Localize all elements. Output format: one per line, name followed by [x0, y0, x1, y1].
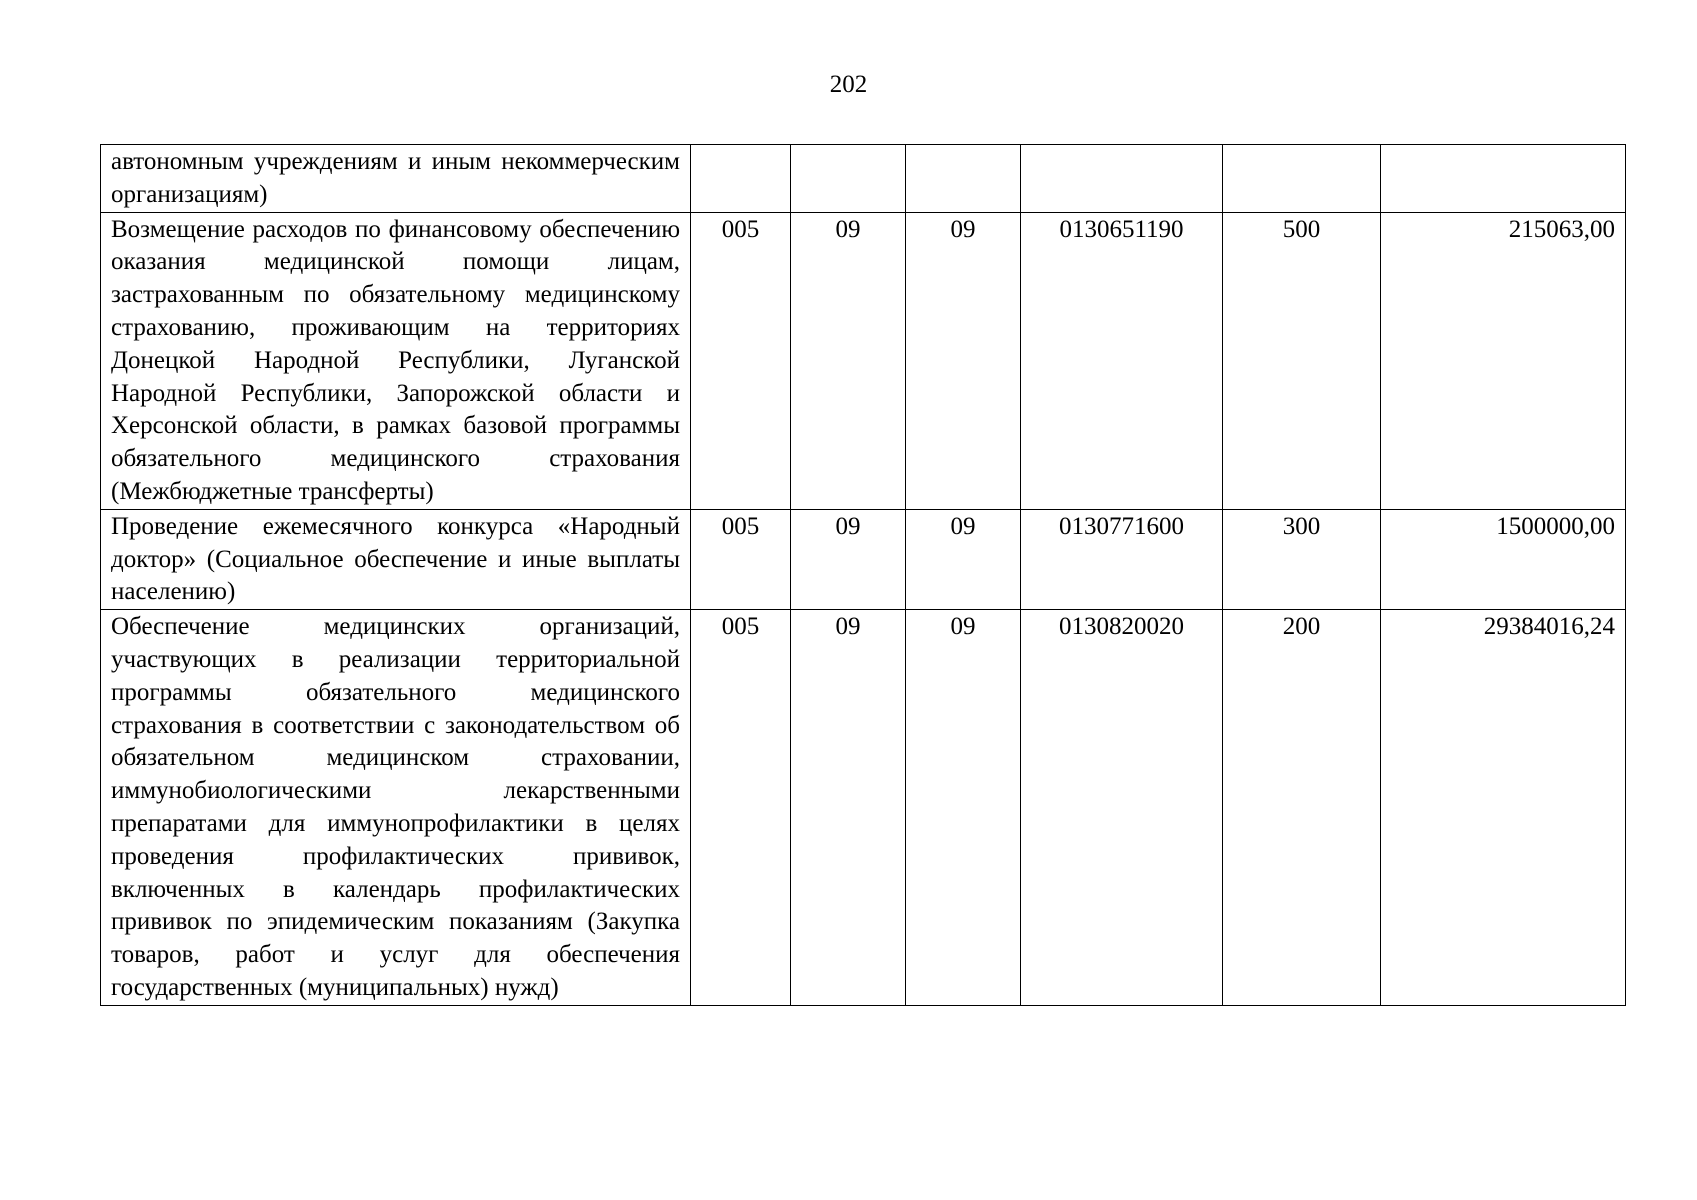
- target-article-cell: 0130820020: [1021, 610, 1223, 1006]
- description-cell: [101, 610, 691, 1006]
- description-cell: [101, 145, 691, 213]
- table-row: [101, 212, 1626, 509]
- expense-type-cell: 500: [1223, 212, 1381, 509]
- subsection-code-cell: 09: [906, 509, 1021, 609]
- table-row: [101, 509, 1626, 609]
- ministry-code-cell: 005: [691, 509, 791, 609]
- ministry-code-cell: [691, 145, 791, 213]
- section-code-cell: 09: [791, 212, 906, 509]
- subsection-code-cell: 09: [906, 610, 1021, 1006]
- ministry-code-cell: 005: [691, 212, 791, 509]
- section-code-cell: 09: [791, 509, 906, 609]
- description-text: автономным учреждениям и иным некоммерческим организациям): [111, 148, 680, 208]
- description-text: Проведение ежемесячного конкурса «Народный доктор» (Социальное обеспечение и иные выплаты населению): [111, 512, 680, 606]
- amount-cell: 215063,00: [1381, 212, 1626, 509]
- expense-type-cell: 200: [1223, 610, 1381, 1006]
- description-text: Обеспечение медицинских организаций, участвующих в реализации территориальной программы обязательного медицинского страхования в соответствии с законодательством об обязательном медицинском страховании, иммунобиологическими лекарственными препаратами для иммунопрофилактики в целях проведения профилактических прививок, включенных в календарь профилактических прививок по эпидемическим показаниям (Закупка товаров, работ и услуг для обеспечения государственных (муниципальных) нужд): [111, 613, 680, 1001]
- target-article-cell: [1021, 145, 1223, 213]
- section-code-cell: 09: [791, 610, 906, 1006]
- amount-cell: 29384016,24: [1381, 610, 1626, 1006]
- description-cell: [101, 509, 691, 609]
- target-article-cell: 0130651190: [1021, 212, 1223, 509]
- section-code-cell: [791, 145, 906, 213]
- table-row: [101, 145, 1626, 213]
- amount-cell: [1381, 145, 1626, 213]
- subsection-code-cell: [906, 145, 1021, 213]
- expense-type-cell: 300: [1223, 509, 1381, 609]
- description-cell: [101, 212, 691, 509]
- description-text: Возмещение расходов по финансовому обеспечению оказания медицинской помощи лицам, застрахованным по обязательному медицинскому страхованию, проживающим на территориях Донецкой Народной Республики, Луганской Народной Республики, Запорожской области и Херсонской области, в рамках базовой программы обязательного медицинского страхования (Межбюджетные трансферты): [111, 215, 680, 505]
- amount-cell: 1500000,00: [1381, 509, 1626, 609]
- page-number: 202: [829, 71, 868, 98]
- expense-type-cell: [1223, 145, 1381, 213]
- budget-table: [100, 144, 1626, 1006]
- table-row: [101, 610, 1626, 1006]
- subsection-code-cell: 09: [906, 212, 1021, 509]
- ministry-code-cell: 005: [691, 610, 791, 1006]
- target-article-cell: 0130771600: [1021, 509, 1223, 609]
